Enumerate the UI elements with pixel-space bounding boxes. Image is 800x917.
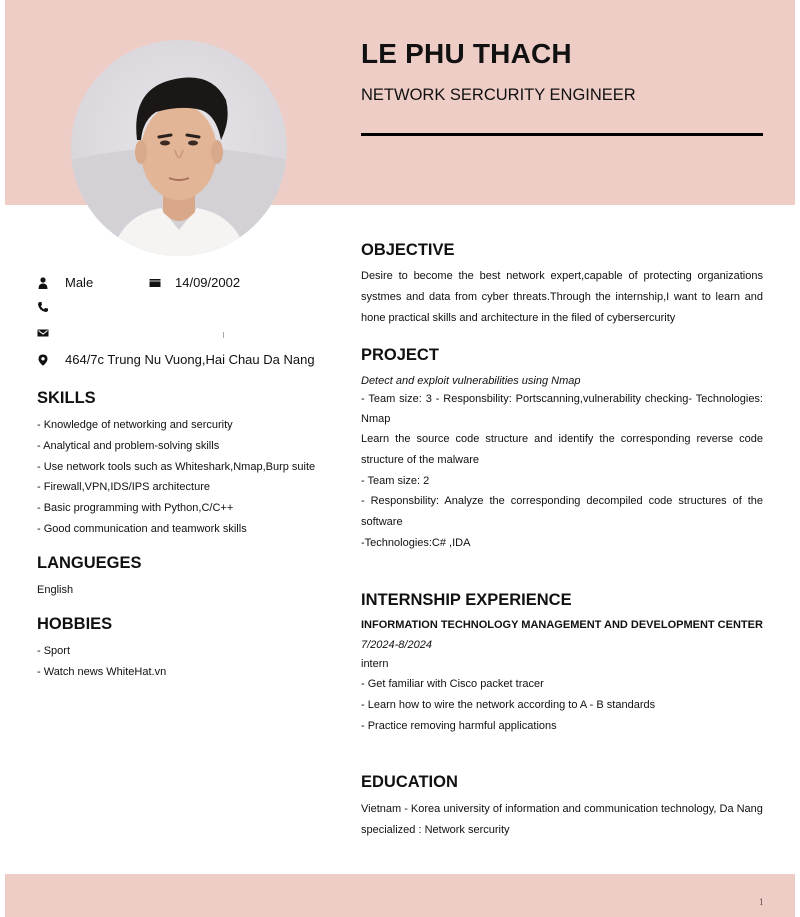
- objective-heading: OBJECTIVE: [361, 241, 455, 259]
- header-divider: [361, 133, 763, 136]
- objective-section: [361, 266, 763, 328]
- education-major: specialized : Network sercurity: [361, 823, 510, 836]
- calendar-icon: [149, 277, 161, 289]
- skill-item: - Basic programming with Python,C/C++: [37, 502, 234, 515]
- page-number: 1: [758, 898, 764, 907]
- hobbies-list: [37, 641, 166, 683]
- language-item: English: [37, 584, 74, 596]
- education-school: Vietnam - Korea university of information and communication technology, Da Nang: [361, 803, 763, 815]
- job-title: NETWORK SERCURITY ENGINEER: [361, 86, 636, 104]
- contact-address-row: [37, 352, 315, 367]
- portrait-image: [71, 40, 287, 256]
- skill-item: - Analytical and problem-solving skills: [37, 439, 220, 452]
- hobbies-heading: HOBBIES: [37, 615, 113, 633]
- internship-section: [361, 616, 763, 736]
- objective-text: Desire to become the best network expert,capable of protecting organizations systmes and data from cyber threats.Through the internship,I want to learn and hone practical skills and architecture in the filed of cybersercurity: [361, 270, 763, 324]
- project-detail: Learn the source code structure and identify the corresponding reverse code structure of the malware: [361, 433, 763, 466]
- internship-item: - Get familiar with Cisco packet tracer: [361, 678, 544, 690]
- project-heading: PROJECT: [361, 346, 439, 364]
- project-detail: - Responsbility: Analyze the corresponding decompiled code structures of the software: [361, 495, 763, 529]
- internship-heading: INTERNSHIP EXPERIENCE: [361, 591, 572, 609]
- contact-gender-row: [37, 275, 240, 290]
- footer-band: [5, 874, 795, 917]
- internship-period: 7/2024-8/2024: [361, 638, 432, 651]
- contact-email-row: [37, 327, 65, 339]
- skill-item: - Knowledge of networking and sercurity: [37, 419, 233, 431]
- contact-phone-row: [37, 301, 65, 313]
- languages-list: [37, 580, 73, 601]
- skills-heading: SKILLS: [37, 389, 96, 407]
- project-title: Detect and exploit vulnerabilities using Nmap: [361, 375, 581, 387]
- candidate-name: LE PHU THACH: [361, 38, 572, 69]
- profile-photo: [71, 40, 287, 256]
- project-detail: - Team size: 3 - Responsbility: Portscanning,vulnerability checking- Technologies: Nmap: [361, 393, 763, 425]
- phone-icon: [37, 301, 49, 313]
- skill-item: - Use network tools such as Whiteshark,Nmap,Burp suite: [37, 460, 316, 473]
- skills-list: [37, 415, 315, 540]
- project-detail: -Technologies:C# ,IDA: [361, 536, 471, 549]
- email-cursor-mark: [223, 332, 224, 338]
- internship-company: INFORMATION TECHNOLOGY MANAGEMENT AND DEVELOPMENT CENTER: [361, 619, 763, 631]
- internship-item: - Practice removing harmful applications: [361, 719, 557, 732]
- internship-role: intern: [361, 658, 389, 670]
- gender-value: Male: [65, 275, 94, 290]
- person-icon: [37, 277, 49, 289]
- languages-heading: LANGUEGES: [37, 554, 142, 572]
- project-detail: - Team size: 2: [361, 474, 430, 487]
- birthdate-value: 14/09/2002: [175, 275, 241, 290]
- address-value: 464/7c Trung Nu Vuong,Hai Chau Da Nang: [65, 352, 315, 367]
- project-section: [361, 372, 763, 554]
- education-section: [361, 799, 763, 841]
- skill-item: - Good communication and teamwork skills: [37, 522, 247, 535]
- internship-item: - Learn how to wire the network according to A - B standards: [361, 698, 656, 711]
- skill-item: - Firewall,VPN,IDS/IPS architecture: [37, 481, 210, 494]
- hobby-item: - Sport: [37, 645, 71, 657]
- email-icon: [37, 327, 49, 339]
- location-pin-icon: [37, 354, 49, 366]
- hobby-item: - Watch news WhiteHat.vn: [37, 665, 167, 678]
- education-heading: EDUCATION: [361, 773, 458, 791]
